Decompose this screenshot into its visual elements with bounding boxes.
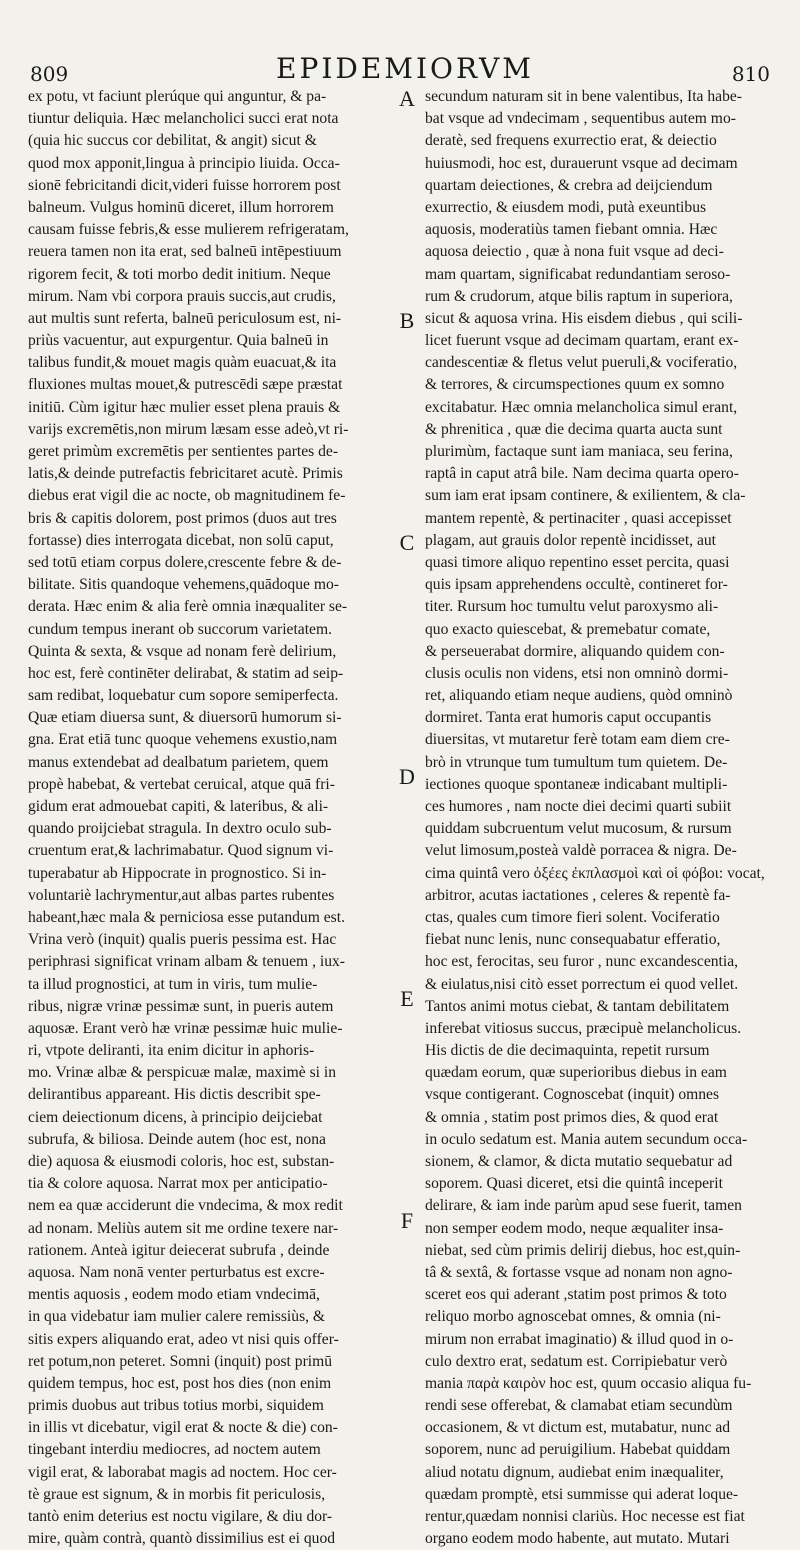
text-line: varijs excremētis,non mirum læsam esse adeò,vt ri- [28, 420, 349, 438]
text-line: Quæ etiam diuersa sunt, & diuersorū humorum si- [28, 709, 342, 727]
margin-marker-c: C [399, 530, 415, 555]
text-line: tantò enim deterius est noctu vigilare, & diu dor- [28, 1508, 333, 1525]
text-line: ciem deiectionum dicens, à principio deijciebat [28, 1108, 323, 1126]
text-line: ta illud prognostici, at tum in viris, tum mulie- [28, 975, 318, 993]
text-line: fiebat nunc lenis, nunc consequabatur efferatio, [425, 931, 721, 949]
text-line: (quia hic succus cor debilitat, & angit) sicut & [28, 132, 317, 150]
margin-marker-b: B [399, 308, 415, 333]
text-line: quartam deiectiones, & crebra ad deijciendum [425, 176, 713, 194]
text-line: quiddam subcruentum velut mucosum, & rursum [425, 820, 732, 838]
text-line: hoc est, ferocitas, seu furor , nunc excandescentia, [425, 953, 739, 971]
text-line: quis ipsam apprehendens occultè, contineret for- [425, 576, 728, 594]
text-line: sionem, & clamor, & dicta mutatio sequebatur ad [425, 1153, 733, 1170]
text-line: gna. Erat etiā tunc quoque vehemens exustio,nam [28, 731, 338, 749]
text-line: derata. Hæc enim & alia ferè omnia inæqualiter se- [28, 598, 348, 616]
text-line: secundum naturam sit in bene valentibus, Ita habe- [425, 88, 742, 105]
text-line: quidem tempus, hoc est, post hos dies (non enim [28, 1374, 332, 1392]
text-line: quædam promptè, etsi summisse qui aderat loque- [425, 1485, 739, 1503]
text-line: mirum. Nam vbi corpora prauis succis,aut crudis, [28, 287, 336, 305]
text-line: ribus, nigræ vrinæ pessimæ sunt, in pueris autem [28, 997, 334, 1015]
text-line: vigil erat, & laborabat magis ad noctem. Hoc cer- [28, 1463, 337, 1481]
text-line: ex potu, vt faciunt plerúque qui anguntur, & pa- [28, 88, 327, 105]
text-line: tiuntur deliquia. Hæc melancholici succi erat nota [28, 110, 339, 128]
text-line: die) aquosa & eiusmodi coloris, hoc est, substan- [28, 1153, 335, 1170]
text-line: raptâ in caput atrâ bile. Nam decima quarta opero- [425, 465, 739, 483]
text-line: tâ & sextâ, & fortasse vsque ad nonam non agno- [425, 1263, 733, 1281]
text-line: sam redibat, loquebatur cum sopore semiperfecta. [28, 687, 339, 705]
text-line: licet fuerunt vsque ad decimam quartam, erant ex- [425, 332, 739, 350]
text-line: fortasse) dies interrogata dicebat, non solū caput, [28, 531, 334, 549]
running-title: EPIDEMIORVM [276, 52, 534, 85]
text-line: delirantibus appareant. His dictis describit spe- [28, 1086, 321, 1104]
text-line: subrufa, & biliosa. Deinde autem (hoc est, nona [28, 1130, 326, 1148]
text-line: bat vsque ad vndecimam , sequentibus autem mo- [425, 110, 736, 128]
text-line: & terrores, & circumspectiones quum ex somno [425, 376, 725, 394]
text-line: aquosa deiectio , quæ à nona fuit vsque ad deci- [425, 243, 724, 261]
text-line: brò in vtrunque tum tumultum tum quietem. De- [425, 753, 728, 771]
text-line: & omnia , statim post primos dies, & quod erat [425, 1108, 719, 1126]
text-line: tè graue est signum, & in morbis fit periculosis, [28, 1485, 326, 1503]
text-line: tingebant interdiu mediocres, ad noctem autem [28, 1441, 321, 1459]
text-line: Quinta & sexta, & vsque ad nonam ferè delirium, [28, 642, 337, 660]
text-line: quasi timore aliquo repentino esset percita, quasi [425, 553, 730, 571]
text-line: reliquo morbo agnoscebat omnes, & omnia (ni- [425, 1308, 721, 1326]
text-line: rendi sese offerebat, & clamabat etiam secundùm [425, 1397, 733, 1415]
text-line: iectiones quoque spontaneæ indicabant multipli- [425, 775, 728, 793]
text-line: rentur,quædam nonnisi clariùs. Hoc necesse est fiat [425, 1508, 745, 1525]
text-line: soporem. Quasi diceret, etsi die quintâ inceperit [425, 1175, 723, 1193]
text-line: aquosis, moderatiùs tamen fiebant omnia. Hæc [425, 221, 718, 239]
text-line: sum iam erat ipsam continere, & exilientem, & cla- [425, 487, 746, 505]
text-line: delirare, & iam inde parùm apud sese fuerit, tamen [425, 1197, 742, 1215]
text-line: mire, quàm contrà, quantò dissimilius est ei quod [28, 1530, 336, 1548]
text-line: talibus fundit,& mouet magis quàm euacuat,& ita [28, 354, 337, 372]
text-line: sionē febricitandi dicit,videri fuisse horrorem post [28, 176, 341, 194]
text-line: ces humores , nam nocte diei decimi quarti subiit [425, 798, 732, 815]
text-line: niebat, sed cùm primis delirij diebus, hoc est,quin- [425, 1241, 741, 1259]
text-line: & perseuerabat dormire, aliquando quidem con- [425, 642, 725, 660]
text-line: priùs vacuentur, aut expurgentur. Quia balneū in [28, 332, 329, 350]
text-line: cruentum erat,& lachrimabatur. Quod signum vi- [28, 842, 334, 860]
text-line: tuperabatur ab Hippocrate in prognostico. Si in- [28, 864, 327, 882]
text-line: sed totū etiam corpus dolere,crescente febre & de- [28, 553, 342, 571]
text-line: ri, vtpote deliranti, ita enim dicitur in aphoris- [28, 1042, 315, 1060]
text-line: organo eodem modo habente, aut mutato. Mutari [425, 1530, 730, 1548]
text-line: hoc est, ferè continēter delirabat, & statim ad seip- [28, 664, 344, 682]
text-line: mam quartam, significabat redundantiam seroso- [425, 265, 731, 283]
text-line: candescentiæ & fletus velut pueruli,& vociferatio, [425, 354, 738, 372]
text-line: inferebat vitiosus succus, præcipuè melancholicus. [425, 1019, 742, 1037]
margin-marker-f: F [400, 1208, 414, 1233]
text-line: mo. Vrinæ albæ & perspicuæ malæ, maximè si in [28, 1064, 337, 1082]
text-line: cima quintâ vero ὀξέες ἐκπλασμοὶ καὶ οἱ φόβοι: vocat, [425, 864, 765, 882]
text-line: mania παρὰ καιρὸν hoc est, quum occasio aliqua fu- [425, 1374, 752, 1392]
text-line: balneum. Vulgus hominū diceret, illum horrorem [28, 198, 334, 216]
text-line: deratè, sed frequens exurrectio erat, & deiectio [425, 132, 717, 150]
left-column [28, 86, 390, 1550]
text-line: mentis aquosis , eodem modo etiam vndecimā, [28, 1286, 320, 1304]
text-line: plurimùm, factaque sunt iam maniaca, seu ferina, [425, 443, 733, 460]
text-line: titer. Rursum hoc tumultu velut paroxysmo ali- [425, 598, 719, 616]
text-line: aut multis sunt referta, balneū periculosum est, ni- [28, 309, 342, 327]
text-line: in qua videbatur iam mulier calere remissiùs, & [28, 1308, 326, 1326]
text-line: voluntariè lachrymentur,aut albas partes rubentes [28, 886, 335, 904]
text-line: latis,& deinde putrefactis febricitaret acutè. Primis [28, 465, 343, 483]
text-line: soporem, nunc ad peruigilium. Habebat quiddam [425, 1441, 731, 1459]
text-line: rationem. Anteà igitur deiecerat subrufa , deinde [28, 1241, 330, 1259]
text-line: ret potum,non peteret. Somni (inquit) post primū [28, 1352, 333, 1370]
text-line: initiū. Cùm igitur hæc mulier esset plena prauis & [28, 398, 341, 416]
text-line: propè habebat, & vertebat ceruical, atque quā fri- [28, 775, 335, 793]
text-line: manus extendebat ad dealbatum parietem, quem [28, 753, 329, 771]
text-line: sceret eos qui aderant ,statim post primos & toto [425, 1286, 727, 1304]
text-line: quod mox apponit,lingua à principio liuida. Occa- [28, 154, 340, 172]
text-line: & eiulatus,nisi citò esset porrectum ei quod vellet. [425, 975, 739, 993]
margin-marker-e: E [400, 986, 414, 1011]
text-line: culo dextro erat, sedatum est. Corripiebatur verò [425, 1352, 728, 1370]
text-line: fluxiones multas mouet,& putrescēdi sæpe præstat [28, 376, 343, 394]
text-line: reuera tamen non ita erat, sed balneū intēpestiuum [28, 243, 342, 261]
margin-marker-a: A [399, 86, 415, 111]
text-line: clusis oculis non videns, etsi non omninò dormi- [425, 664, 729, 682]
text-line: ctas, quales cum timore fieri solent. Vociferatio [425, 908, 720, 926]
text-line: occasionem, & vt dictum est, mutabatur, nunc ad [425, 1419, 731, 1437]
text-line: cundum tempus inerant ob succorum varietatem. [28, 620, 332, 638]
text-line: nem ea quæ acciderunt die vndecima, & mox redit [28, 1197, 343, 1215]
text-line: aquosæ. Erant verò hæ vrinæ pessimæ huic mulie- [28, 1019, 343, 1037]
text-line: tia & colore aquosa. Narrat mox per anticipatio- [28, 1175, 328, 1193]
text-line: mirum non errabat imaginatio) & illud quod in o- [425, 1330, 734, 1348]
text-line: geret primùm excremētis per sentientes partes de- [28, 443, 339, 460]
text-line: vsque contigerant. Cognoscebat (inquit) omnes [425, 1086, 720, 1104]
text-line: excitabatur. Hæc omnia melancholica simul erant, [425, 398, 738, 416]
text-line: rum & crudorum, atque bilis raptum in superiora, [425, 287, 733, 305]
text-line: ret, aliquando etiam neque audiens, quòd omninò [425, 687, 733, 705]
text-line: arbitror, acutas iactationes , celeres & repentè fa- [425, 886, 731, 904]
text-line: non semper eodem modo, neque æqualiter insa- [425, 1219, 724, 1237]
text-line: diebus erat vigil die ac nocte, ob magnitudinem fe- [28, 487, 346, 505]
margin-marker-d: D [399, 764, 415, 789]
text-line: habeant,hæc mala & perniciosa esse putandum est. [28, 908, 345, 926]
text-line: causam fuisse febris,& esse mulierem refrigeratam, [28, 221, 349, 239]
text-line: in oculo sedatum est. Mania autem secundum occa- [425, 1130, 748, 1148]
text-line: bilitate. Sitis quandoque vehemens,quādoque mo- [28, 576, 339, 594]
text-line: ad nonam. Meliùs autem sit me ordine texere nar- [28, 1219, 339, 1237]
text-line: periphrasi significat vrinam albam & tenuem , iux- [28, 953, 345, 971]
text-line: Tantos animi motus ciebat, & tantam debilitatem [425, 997, 730, 1015]
text-line: sitis expers aliquando erat, adeo vt nisi quis offer- [28, 1330, 339, 1348]
text-line: aliud notatu dignum, audiebat enim inæqualiter, [425, 1463, 724, 1481]
text-line: in illis vt dicebatur, vigil erat & nocte & die) con- [28, 1419, 338, 1437]
text-line: sicut & aquosa vrina. His eisdem diebus , qui scili- [425, 309, 743, 327]
page-number-right: 810 [731, 62, 770, 86]
text-line: rigorem fecit, & toti morbo dedit initium. Neque [28, 265, 331, 283]
page-header [0, 50, 800, 90]
text-line: velut limosum,posteà valdè porracea & nigra. De- [425, 842, 737, 860]
text-line: quo exacto quiescebat, & premebatur comate, [425, 620, 711, 638]
text-line: mantem repentè, & pertinaciter , quasi accepisset [425, 509, 732, 527]
text-line: aquosa. Nam nonā venter perturbatus est excre- [28, 1263, 325, 1281]
text-line: exurrectio, & eiusdem modi, putà exeuntibus [425, 198, 707, 216]
page-number-left: 809 [30, 62, 69, 86]
text-line: quando proijciebat stragula. In dextro oculo sub- [28, 820, 332, 838]
text-line: & phrenitica , quæ die decima quarta aucta sunt [425, 420, 723, 438]
right-column [425, 86, 775, 1550]
text-line: His dictis de die decimaquinta, repetit rursum [425, 1042, 710, 1060]
text-line: plagam, aut grauis dolor repentè incidisset, aut [425, 531, 716, 549]
text-line: quædam eorum, quæ superioribus diebus in eam [425, 1064, 727, 1082]
text-line: diuersitas, vt mutaretur ferè totam eam diem cre- [425, 731, 730, 749]
text-line: dormiret. Tanta erat humoris caput occupantis [425, 709, 712, 727]
text-line: primis duobus aut tribus totius morbi, siquidem [28, 1397, 324, 1415]
text-line: Vrina verò (inquit) qualis pueris pessima est. Hac [28, 931, 337, 949]
text-line: gidum erat admouebat capiti, & lateribus, & ali- [28, 798, 329, 815]
text-line: huiusmodi, hoc est, durauerunt vsque ad decimam [425, 154, 738, 172]
text-line: bris & capitis dolorem, post primos (duos aut tres [28, 509, 337, 527]
